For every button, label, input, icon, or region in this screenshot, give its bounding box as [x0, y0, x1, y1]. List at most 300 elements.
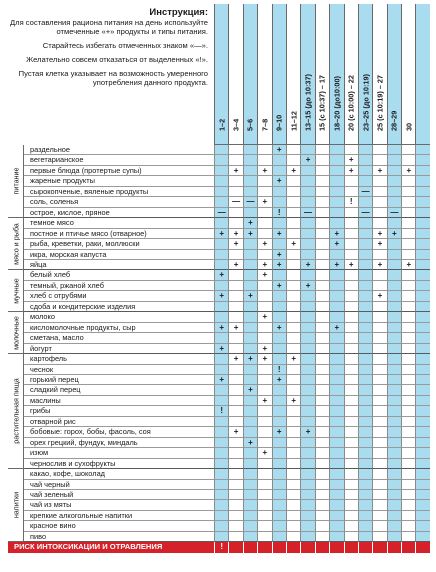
mark-cell: [300, 438, 314, 448]
mark-cell: [214, 385, 228, 395]
mark-cell: [257, 500, 271, 510]
food-item-label: чай черный: [24, 480, 214, 490]
mark-cell: [401, 532, 415, 542]
mark-cell: [228, 385, 242, 395]
day-header: [315, 4, 329, 145]
mark-cell: [214, 500, 228, 510]
mark-cell: [329, 208, 343, 218]
mark-cell: +: [228, 427, 242, 437]
mark-cell: [243, 323, 257, 333]
mark-cell: [358, 396, 372, 406]
mark-cell: +: [272, 260, 286, 270]
risk-cell: [300, 542, 314, 552]
mark-cell: [315, 448, 329, 458]
mark-cell: [344, 312, 358, 322]
mark-cell: [214, 396, 228, 406]
mark-cell: [315, 260, 329, 270]
mark-cell: [387, 197, 401, 207]
mark-cell: [372, 396, 386, 406]
mark-cell: [257, 145, 271, 155]
mark-cell: [257, 417, 271, 427]
mark-cell: [257, 208, 271, 218]
mark-cell-filler: [415, 312, 429, 322]
mark-cell: [344, 448, 358, 458]
mark-cell: [329, 532, 343, 542]
mark-cell: [387, 406, 401, 416]
food-item-label: пиво: [24, 532, 214, 542]
mark-cell: [358, 448, 372, 458]
mark-cell: [315, 406, 329, 416]
mark-cell: [344, 438, 358, 448]
mark-cell: [243, 396, 257, 406]
mark-cell: [372, 438, 386, 448]
mark-cell: [372, 490, 386, 500]
food-item-label: какао, кофе, шоколад: [24, 469, 214, 479]
mark-cell: [315, 155, 329, 165]
mark-cell: [344, 480, 358, 490]
mark-cell: [358, 417, 372, 427]
mark-cell: [300, 459, 314, 469]
mark-cell: [286, 365, 300, 375]
mark-cell: [387, 218, 401, 228]
mark-cell: +: [228, 229, 242, 239]
mark-cell: [358, 176, 372, 186]
mark-cell-filler: [415, 500, 429, 510]
mark-cell: [214, 438, 228, 448]
mark-cell-filler: [415, 166, 429, 176]
mark-cell: [228, 406, 242, 416]
category-label: [8, 312, 24, 354]
mark-cell: [286, 417, 300, 427]
mark-cell: [228, 344, 242, 354]
mark-cell: [329, 344, 343, 354]
day-header: [228, 4, 242, 145]
food-item-label: орех грецкий, фундук, миндаль: [24, 438, 214, 448]
mark-cell: [358, 218, 372, 228]
mark-cell: [315, 521, 329, 531]
mark-cell: [286, 302, 300, 312]
mark-cell: [329, 218, 343, 228]
mark-cell: [257, 490, 271, 500]
mark-cell: [387, 375, 401, 385]
mark-cell-filler: [415, 385, 429, 395]
mark-cell: [272, 333, 286, 343]
mark-cell: [372, 302, 386, 312]
day-header: [300, 4, 314, 145]
mark-cell: [387, 469, 401, 479]
mark-cell: [257, 187, 271, 197]
day-label: 30: [404, 122, 414, 131]
mark-cell: [401, 459, 415, 469]
mark-cell: [344, 229, 358, 239]
mark-cell-filler: [415, 208, 429, 218]
risk-cell: [329, 542, 343, 552]
mark-cell: [315, 250, 329, 260]
mark-cell: [286, 218, 300, 228]
mark-cell: [315, 427, 329, 437]
food-item-label: кисломолочные продукты, сыр: [24, 323, 214, 333]
mark-cell: [243, 406, 257, 416]
mark-cell: [344, 270, 358, 280]
mark-cell: +: [300, 427, 314, 437]
mark-cell: [214, 490, 228, 500]
mark-cell: [243, 302, 257, 312]
mark-cell: —: [358, 208, 372, 218]
mark-cell: [300, 396, 314, 406]
food-item-label: горький перец: [24, 375, 214, 385]
mark-cell: [286, 155, 300, 165]
mark-cell: [243, 145, 257, 155]
food-item-label: острое, кислое, пряное: [24, 208, 214, 218]
mark-cell-filler: [415, 438, 429, 448]
mark-cell: [358, 145, 372, 155]
mark-cell: [329, 459, 343, 469]
mark-cell: [257, 532, 271, 542]
mark-cell: [344, 291, 358, 301]
mark-cell: [214, 197, 228, 207]
category-name: мучные: [11, 278, 20, 304]
mark-cell: [214, 281, 228, 291]
mark-cell-filler: [415, 333, 429, 343]
mark-cell: [228, 208, 242, 218]
mark-cell: [228, 187, 242, 197]
mark-cell: [272, 469, 286, 479]
mark-cell: —: [387, 208, 401, 218]
mark-cell: [329, 302, 343, 312]
mark-cell: +: [243, 385, 257, 395]
mark-cell: [272, 344, 286, 354]
mark-cell-filler: [415, 375, 429, 385]
category-label: [8, 145, 24, 218]
mark-cell: [329, 270, 343, 280]
mark-cell: [300, 375, 314, 385]
mark-cell: —: [214, 208, 228, 218]
risk-cell: [286, 542, 300, 552]
mark-cell: [401, 385, 415, 395]
mark-cell: [358, 375, 372, 385]
category-label: [8, 354, 24, 469]
food-item-label: белый хлеб: [24, 270, 214, 280]
mark-cell: [358, 532, 372, 542]
mark-cell: [272, 197, 286, 207]
mark-cell: [344, 187, 358, 197]
mark-cell: [387, 260, 401, 270]
mark-cell: [300, 365, 314, 375]
mark-cell: [243, 166, 257, 176]
mark-cell: [401, 490, 415, 500]
mark-cell: [243, 344, 257, 354]
food-item-label: чернослив и сухофрукты: [24, 459, 214, 469]
mark-cell: [401, 511, 415, 521]
mark-cell: [228, 333, 242, 343]
mark-cell: [358, 250, 372, 260]
mark-cell: [344, 406, 358, 416]
day-label: 11–12: [289, 111, 299, 131]
mark-cell: [243, 365, 257, 375]
mark-cell: [358, 427, 372, 437]
food-item-label: темное мясо: [24, 218, 214, 228]
mark-cell: [286, 427, 300, 437]
food-item-label: чай зеленый: [24, 490, 214, 500]
mark-cell: [401, 155, 415, 165]
mark-cell: [315, 490, 329, 500]
mark-cell-filler: [415, 480, 429, 490]
mark-cell: [344, 344, 358, 354]
mark-cell: [228, 532, 242, 542]
mark-cell: [344, 323, 358, 333]
mark-cell: [214, 417, 228, 427]
mark-cell: [300, 239, 314, 249]
mark-cell: +: [214, 291, 228, 301]
mark-cell: [243, 281, 257, 291]
mark-cell-filler: [415, 427, 429, 437]
mark-cell: [272, 511, 286, 521]
mark-cell: +: [228, 323, 242, 333]
mark-cell: [387, 291, 401, 301]
diet-calendar: [8, 4, 430, 569]
food-item-label: постное и птичье мясо (отварное): [24, 229, 214, 239]
food-item-label: крепкие алкогольные напитки: [24, 511, 214, 521]
mark-cell: [387, 323, 401, 333]
mark-cell: [228, 521, 242, 531]
mark-cell: +: [344, 166, 358, 176]
mark-cell: [329, 187, 343, 197]
mark-cell: [372, 417, 386, 427]
mark-cell: [358, 270, 372, 280]
mark-cell: [401, 365, 415, 375]
mark-cell: !: [214, 406, 228, 416]
instruction-p2: Старайтесь избегать отмеченных знаком «—».: [42, 41, 208, 50]
mark-cell-filler: [415, 145, 429, 155]
mark-cell: +: [257, 270, 271, 280]
mark-cell: [344, 469, 358, 479]
instruction-title: Инструкция:: [149, 7, 208, 18]
day-header-filler: [415, 4, 429, 145]
mark-cell: [401, 229, 415, 239]
mark-cell: [257, 521, 271, 531]
mark-cell: +: [286, 354, 300, 364]
mark-cell: [329, 312, 343, 322]
food-item-label: картофель: [24, 354, 214, 364]
mark-cell: [329, 155, 343, 165]
mark-cell: [243, 176, 257, 186]
food-item-label: отварной рис: [24, 417, 214, 427]
mark-cell: +: [372, 229, 386, 239]
mark-cell: [243, 333, 257, 343]
mark-cell: [372, 218, 386, 228]
mark-cell: +: [329, 229, 343, 239]
mark-cell: [214, 155, 228, 165]
mark-cell: +: [286, 239, 300, 249]
mark-cell: [257, 480, 271, 490]
mark-cell: [315, 375, 329, 385]
food-item-label: йогурт: [24, 344, 214, 354]
mark-cell-filler: [415, 532, 429, 542]
mark-cell: [300, 521, 314, 531]
mark-cell: [214, 302, 228, 312]
mark-cell: [300, 417, 314, 427]
category-label: [8, 270, 24, 312]
mark-cell: [372, 312, 386, 322]
mark-cell: +: [286, 166, 300, 176]
mark-cell: +: [257, 239, 271, 249]
risk-cell: [387, 542, 401, 552]
mark-cell-filler: [415, 197, 429, 207]
mark-cell: [315, 323, 329, 333]
mark-cell: [286, 208, 300, 218]
mark-cell: [257, 427, 271, 437]
mark-cell: [315, 291, 329, 301]
mark-cell: [257, 459, 271, 469]
mark-cell: [315, 229, 329, 239]
day-header: [243, 4, 257, 145]
category-name: питание: [11, 167, 20, 195]
mark-cell: [315, 396, 329, 406]
day-label: 23–25 (до 10:19): [361, 74, 371, 131]
risk-cell: [272, 542, 286, 552]
mark-cell: [329, 291, 343, 301]
mark-cell: +: [257, 197, 271, 207]
mark-cell: [272, 396, 286, 406]
mark-cell: [315, 312, 329, 322]
food-item-label: грибы: [24, 406, 214, 416]
mark-cell: [358, 197, 372, 207]
mark-cell: [401, 218, 415, 228]
mark-cell: [344, 176, 358, 186]
mark-cell: [243, 250, 257, 260]
mark-cell: +: [257, 396, 271, 406]
mark-cell-filler: [415, 459, 429, 469]
mark-cell: [372, 511, 386, 521]
mark-cell: [329, 385, 343, 395]
mark-cell: [243, 532, 257, 542]
mark-cell: [315, 270, 329, 280]
mark-cell: [387, 396, 401, 406]
mark-cell: [286, 250, 300, 260]
mark-cell: [243, 511, 257, 521]
mark-cell: [315, 500, 329, 510]
mark-cell: [300, 270, 314, 280]
mark-cell: [257, 155, 271, 165]
mark-cell: [344, 459, 358, 469]
mark-cell: [300, 229, 314, 239]
mark-cell: [344, 218, 358, 228]
mark-cell: [243, 469, 257, 479]
mark-cell-filler: [415, 365, 429, 375]
mark-cell: [243, 480, 257, 490]
mark-cell: +: [243, 438, 257, 448]
mark-cell: [300, 218, 314, 228]
mark-cell: [401, 208, 415, 218]
mark-cell: [315, 344, 329, 354]
risk-cell: [401, 542, 415, 552]
mark-cell: [344, 250, 358, 260]
food-item-label: вегетарианское: [24, 155, 214, 165]
mark-cell: [387, 250, 401, 260]
mark-cell: [358, 385, 372, 395]
mark-cell: +: [214, 323, 228, 333]
mark-cell: [387, 302, 401, 312]
food-item-label: хлеб с отрубями: [24, 291, 214, 301]
mark-cell: [315, 417, 329, 427]
mark-cell: [214, 427, 228, 437]
food-item-label: первые блюда (протертые супы): [24, 166, 214, 176]
risk-cell: !: [214, 542, 228, 552]
mark-cell: [387, 438, 401, 448]
mark-cell: [257, 218, 271, 228]
mark-cell: [372, 406, 386, 416]
food-item-label: молоко: [24, 312, 214, 322]
mark-cell: [344, 511, 358, 521]
instruction-p4: Пустая клетка указывает на возможность умеренного употребления данного продукта.: [18, 69, 208, 87]
mark-cell: [329, 406, 343, 416]
mark-cell: [372, 448, 386, 458]
day-label: 20 (с 10:00) – 22: [346, 75, 356, 131]
mark-cell: [257, 302, 271, 312]
mark-cell: [372, 354, 386, 364]
mark-cell: [387, 511, 401, 521]
mark-cell: [257, 176, 271, 186]
mark-cell: [401, 427, 415, 437]
mark-cell: [257, 365, 271, 375]
mark-cell: [272, 490, 286, 500]
mark-cell: [401, 438, 415, 448]
food-item-label: изюм: [24, 448, 214, 458]
day-header: [344, 4, 358, 145]
mark-cell: [286, 521, 300, 531]
mark-cell: [272, 438, 286, 448]
mark-cell: [401, 480, 415, 490]
mark-cell: [214, 312, 228, 322]
mark-cell: [387, 532, 401, 542]
mark-cell: [401, 354, 415, 364]
mark-cell: [401, 302, 415, 312]
mark-cell: [329, 145, 343, 155]
mark-cell: [401, 312, 415, 322]
mark-cell: [214, 480, 228, 490]
mark-cell: [257, 511, 271, 521]
mark-cell: [358, 229, 372, 239]
mark-cell: +: [257, 312, 271, 322]
mark-cell: [401, 417, 415, 427]
mark-cell: [257, 438, 271, 448]
mark-cell: +: [300, 155, 314, 165]
mark-cell: [286, 323, 300, 333]
mark-cell: +: [272, 323, 286, 333]
mark-cell: [243, 239, 257, 249]
mark-cell: [344, 532, 358, 542]
mark-cell: [315, 480, 329, 490]
mark-cell: [243, 448, 257, 458]
mark-cell: [272, 291, 286, 301]
mark-cell: [286, 344, 300, 354]
mark-cell: [344, 417, 358, 427]
day-header: [387, 4, 401, 145]
day-header: [286, 4, 300, 145]
mark-cell: [387, 312, 401, 322]
mark-cell: [387, 239, 401, 249]
mark-cell: [214, 218, 228, 228]
mark-cell: [257, 250, 271, 260]
mark-cell-filler: [415, 270, 429, 280]
mark-cell: +: [344, 260, 358, 270]
mark-cell: [228, 270, 242, 280]
mark-cell: +: [257, 448, 271, 458]
category-label: [8, 469, 24, 542]
mark-cell-filler: [415, 511, 429, 521]
mark-cell: [358, 260, 372, 270]
mark-cell: [286, 448, 300, 458]
